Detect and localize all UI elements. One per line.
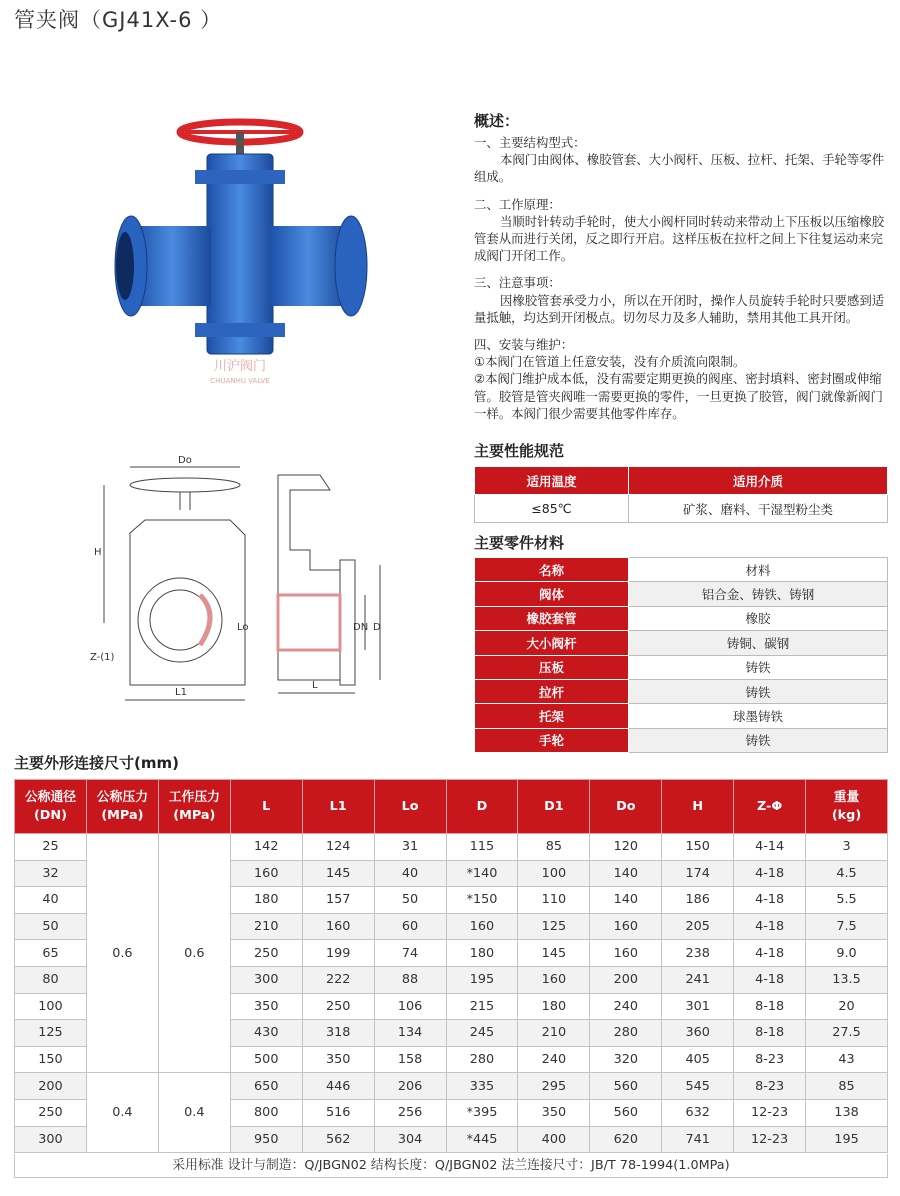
table-cell: 100 xyxy=(518,860,590,887)
table-cell: 4-18 xyxy=(734,860,806,887)
table-cell: 13.5 xyxy=(806,966,888,993)
table-cell: 4-18 xyxy=(734,940,806,967)
material-part: 橡胶套管 xyxy=(475,606,629,630)
table-cell: 27.5 xyxy=(806,1020,888,1047)
table-cell: 160 xyxy=(590,913,662,940)
table-cell: 250 xyxy=(15,1099,87,1126)
table-cell: 245 xyxy=(446,1020,518,1047)
table-cell: 60 xyxy=(374,913,446,940)
table-cell: 74 xyxy=(374,940,446,967)
table-cell: *395 xyxy=(446,1099,518,1126)
table-cell: 180 xyxy=(230,887,302,914)
table-cell: 545 xyxy=(662,1073,734,1100)
material-value: 铸铁 xyxy=(629,728,888,752)
header-cell: 公称压力 (MPa) xyxy=(86,780,158,834)
table-cell: 157 xyxy=(302,887,374,914)
table-cell: 300 xyxy=(15,1126,87,1153)
watermark-logo: 川沪阀门 xyxy=(213,359,267,374)
table-cell: *140 xyxy=(446,860,518,887)
materials-table xyxy=(474,557,888,753)
table-cell: 160 xyxy=(302,913,374,940)
table-cell: 650 xyxy=(230,1073,302,1100)
section-head: 三、注意事项： xyxy=(474,275,561,291)
table-cell: 222 xyxy=(302,966,374,993)
table-cell: 88 xyxy=(374,966,446,993)
table-cell: *445 xyxy=(446,1126,518,1153)
material-value: 铸铜、碳钢 xyxy=(629,631,888,655)
table-cell: 632 xyxy=(662,1099,734,1126)
table-cell: 360 xyxy=(662,1020,734,1047)
valve-photo xyxy=(105,118,375,388)
table-cell: 160 xyxy=(518,966,590,993)
table-cell: 8-23 xyxy=(734,1073,806,1100)
table-cell: 120 xyxy=(590,834,662,861)
table-cell: 560 xyxy=(590,1099,662,1126)
label-dn: DN xyxy=(353,622,369,633)
performance-table xyxy=(474,466,888,523)
table-cell: 85 xyxy=(806,1073,888,1100)
table-cell: 115 xyxy=(446,834,518,861)
section-head: 一、主要结构型式： xyxy=(474,135,586,150)
table-cell: 4-18 xyxy=(734,887,806,914)
section-body: 本阀门由阀体、橡胶管套、大小阀杆、压板、拉杆、托架、手轮等零件组成。 xyxy=(474,152,885,185)
material-part: 阀体 xyxy=(475,582,629,606)
table-cell: 8-18 xyxy=(734,993,806,1020)
table-cell: 140 xyxy=(590,887,662,914)
header-cell: H xyxy=(662,780,734,834)
table-cell: 4.5 xyxy=(806,860,888,887)
table-cell: 304 xyxy=(374,1126,446,1153)
table-cell: 350 xyxy=(302,1046,374,1073)
section-head: 二、工作原理： xyxy=(474,196,561,212)
material-value: 橡胶 xyxy=(629,606,888,630)
table-cell: 180 xyxy=(518,993,590,1020)
table-cell: 215 xyxy=(446,993,518,1020)
table-cell: 160 xyxy=(446,913,518,940)
header-cell: Z-Φ xyxy=(734,780,806,834)
table-cell: 320 xyxy=(590,1046,662,1073)
table-row xyxy=(475,631,888,655)
table-cell: *150 xyxy=(446,887,518,914)
label-z: Z-(1) xyxy=(90,652,115,663)
table-cell: 50 xyxy=(15,913,87,940)
table-cell: 矿浆、磨料、干湿型粉尘类 xyxy=(629,495,888,523)
material-part: 手轮 xyxy=(475,728,629,752)
table-cell: 199 xyxy=(302,940,374,967)
table-row xyxy=(475,582,888,606)
section-head: 四、安装与维护： xyxy=(474,337,574,353)
table-row xyxy=(475,558,888,582)
table-cell: 206 xyxy=(374,1073,446,1100)
material-part: 名称 xyxy=(475,558,629,582)
table-cell: 4-14 xyxy=(734,834,806,861)
table-cell: 318 xyxy=(302,1020,374,1047)
table-cell: 110 xyxy=(518,887,590,914)
table-cell: 205 xyxy=(662,913,734,940)
header-cell: L1 xyxy=(302,780,374,834)
table-cell: 241 xyxy=(662,966,734,993)
table-cell: 560 xyxy=(590,1073,662,1100)
table-cell: 0.6 xyxy=(86,834,158,1073)
table-cell: 32 xyxy=(15,860,87,887)
overview-text xyxy=(474,134,888,432)
table-cell: 256 xyxy=(374,1099,446,1126)
label-do: Do xyxy=(178,455,192,466)
table-cell: 125 xyxy=(518,913,590,940)
table-row xyxy=(475,704,888,728)
table-cell: 142 xyxy=(230,834,302,861)
table-cell: 12-23 xyxy=(734,1099,806,1126)
table-cell: 7.5 xyxy=(806,913,888,940)
section-body: 因橡胶管套承受力小，所以在开闭时，操作人员旋转手轮时只要感到适量抵触，均达到开闭极点。切勿尽力及多人辅助，禁用其他工具开闭。 xyxy=(474,292,885,325)
table-cell: 100 xyxy=(15,993,87,1020)
header-cell: L xyxy=(230,780,302,834)
svg-text:CHUANHU VALVE: CHUANHU VALVE xyxy=(210,377,270,385)
header-cell: 公称通径 (DN) xyxy=(15,780,87,834)
dimensions-table xyxy=(14,779,888,1153)
table-row xyxy=(15,834,888,861)
table-cell: 31 xyxy=(374,834,446,861)
table-cell: 150 xyxy=(15,1046,87,1073)
table-cell: 295 xyxy=(518,1073,590,1100)
table-cell: 145 xyxy=(518,940,590,967)
material-part: 拉杆 xyxy=(475,679,629,703)
table-cell: 5.5 xyxy=(806,887,888,914)
label-lo: Lo xyxy=(237,622,249,633)
dimensions-heading: 主要外形连接尺寸(mm) xyxy=(14,754,179,772)
header-cell: D1 xyxy=(518,780,590,834)
table-cell: 200 xyxy=(590,966,662,993)
table-cell: 124 xyxy=(302,834,374,861)
table-cell: 500 xyxy=(230,1046,302,1073)
table-cell: 138 xyxy=(806,1099,888,1126)
table-cell: 20 xyxy=(806,993,888,1020)
table-cell: 446 xyxy=(302,1073,374,1100)
header-cell: Lo xyxy=(374,780,446,834)
performance-heading: 主要性能规范 xyxy=(474,442,565,460)
table-cell: 85 xyxy=(518,834,590,861)
table-row xyxy=(475,606,888,630)
table-cell: 106 xyxy=(374,993,446,1020)
table-row xyxy=(475,728,888,752)
table-cell: 405 xyxy=(662,1046,734,1073)
material-value: 球墨铸铁 xyxy=(629,704,888,728)
table-cell: 800 xyxy=(230,1099,302,1126)
table-cell: ≤85℃ xyxy=(475,495,629,523)
table-row xyxy=(15,1073,888,1100)
header-cell: 工作压力 (MPa) xyxy=(158,780,230,834)
page-title: 管夹阀（GJ41X-6 ） xyxy=(14,8,223,32)
dimension-drawing xyxy=(90,455,410,720)
material-part: 托架 xyxy=(475,704,629,728)
table-cell: 280 xyxy=(590,1020,662,1047)
header-cell: D xyxy=(446,780,518,834)
material-value: 铝合金、铸铁、铸钢 xyxy=(629,582,888,606)
table-cell: 200 xyxy=(15,1073,87,1100)
table-cell: 186 xyxy=(662,887,734,914)
table-cell: 65 xyxy=(15,940,87,967)
section-line: ①本阀门在管道上任意安装，没有介质流向限制。 xyxy=(474,354,746,370)
label-d: D xyxy=(373,622,381,633)
table-cell: 43 xyxy=(806,1046,888,1073)
table-cell: 210 xyxy=(230,913,302,940)
table-cell: 950 xyxy=(230,1126,302,1153)
material-part: 压板 xyxy=(475,655,629,679)
table-cell: 210 xyxy=(518,1020,590,1047)
header-cell: 适用介质 xyxy=(629,467,888,495)
table-cell: 160 xyxy=(230,860,302,887)
material-value: 铸铁 xyxy=(629,655,888,679)
table-cell: 40 xyxy=(15,887,87,914)
table-cell: 158 xyxy=(374,1046,446,1073)
header-cell: 适用温度 xyxy=(475,467,629,495)
table-cell: 0.4 xyxy=(86,1073,158,1153)
table-cell: 0.4 xyxy=(158,1073,230,1153)
table-cell: 180 xyxy=(446,940,518,967)
table-cell: 250 xyxy=(230,940,302,967)
table-cell: 0.6 xyxy=(158,834,230,1073)
table-cell: 8-18 xyxy=(734,1020,806,1047)
header-cell: Do xyxy=(590,780,662,834)
table-row xyxy=(475,655,888,679)
table-cell: 160 xyxy=(590,940,662,967)
table-cell: 40 xyxy=(374,860,446,887)
table-cell: 125 xyxy=(15,1020,87,1047)
table-cell: 50 xyxy=(374,887,446,914)
table-cell: 150 xyxy=(662,834,734,861)
table-cell: 145 xyxy=(302,860,374,887)
table-cell: 80 xyxy=(15,966,87,993)
label-h: H xyxy=(94,547,102,558)
table-cell: 134 xyxy=(374,1020,446,1047)
material-value: 铸铁 xyxy=(629,679,888,703)
table-cell: 620 xyxy=(590,1126,662,1153)
table-cell: 350 xyxy=(518,1099,590,1126)
overview-heading: 概述： xyxy=(474,112,520,130)
table-cell: 140 xyxy=(590,860,662,887)
table-cell: 240 xyxy=(518,1046,590,1073)
table-cell: 516 xyxy=(302,1099,374,1126)
table-cell: 195 xyxy=(806,1126,888,1153)
table-cell: 350 xyxy=(230,993,302,1020)
table-cell: 4-18 xyxy=(734,966,806,993)
section-body: 当顺时针转动手轮时，使大小阀杆同时转动来带动上下压板以压缩橡胶管套从而进行关闭，反之即行开启。这样压板在拉杆之间上下往复运动来完成阀门开闭工作。 xyxy=(474,213,885,264)
header-cell: 重量 (kg) xyxy=(806,780,888,834)
label-l: L xyxy=(312,680,318,691)
table-cell: 250 xyxy=(302,993,374,1020)
table-cell: 741 xyxy=(662,1126,734,1153)
table-cell: 280 xyxy=(446,1046,518,1073)
table-cell: 335 xyxy=(446,1073,518,1100)
materials-heading: 主要零件材料 xyxy=(474,534,565,552)
table-row xyxy=(475,679,888,703)
table-cell: 25 xyxy=(15,834,87,861)
table-cell: 238 xyxy=(662,940,734,967)
table-cell: 12-23 xyxy=(734,1126,806,1153)
table-cell: 301 xyxy=(662,993,734,1020)
table-cell: 8-23 xyxy=(734,1046,806,1073)
material-value: 材料 xyxy=(629,558,888,582)
label-l1: L1 xyxy=(175,687,187,698)
table-cell: 174 xyxy=(662,860,734,887)
table-cell: 430 xyxy=(230,1020,302,1047)
table-cell: 4-18 xyxy=(734,913,806,940)
material-part: 大小阀杆 xyxy=(475,631,629,655)
table-cell: 400 xyxy=(518,1126,590,1153)
standards-footer: 采用标准 设计与制造：Q/JBGN02 结构长度：Q/JBGN02 法兰连接尺寸：JB/T 78-1994(1.0MPa) xyxy=(14,1154,888,1178)
table-cell: 300 xyxy=(230,966,302,993)
section-line: ②本阀门维护成本低，没有需要定期更换的阀座、密封填料、密封圈或伸缩管。胶管是管夹阀唯一需要更换的零件，一旦更换了胶管，阀门就像新阀门一样。本阀门很少需要其他零件库存。 xyxy=(474,371,883,421)
table-cell: 562 xyxy=(302,1126,374,1153)
table-cell: 240 xyxy=(590,993,662,1020)
table-cell: 9.0 xyxy=(806,940,888,967)
table-cell: 195 xyxy=(446,966,518,993)
table-cell: 3 xyxy=(806,834,888,861)
